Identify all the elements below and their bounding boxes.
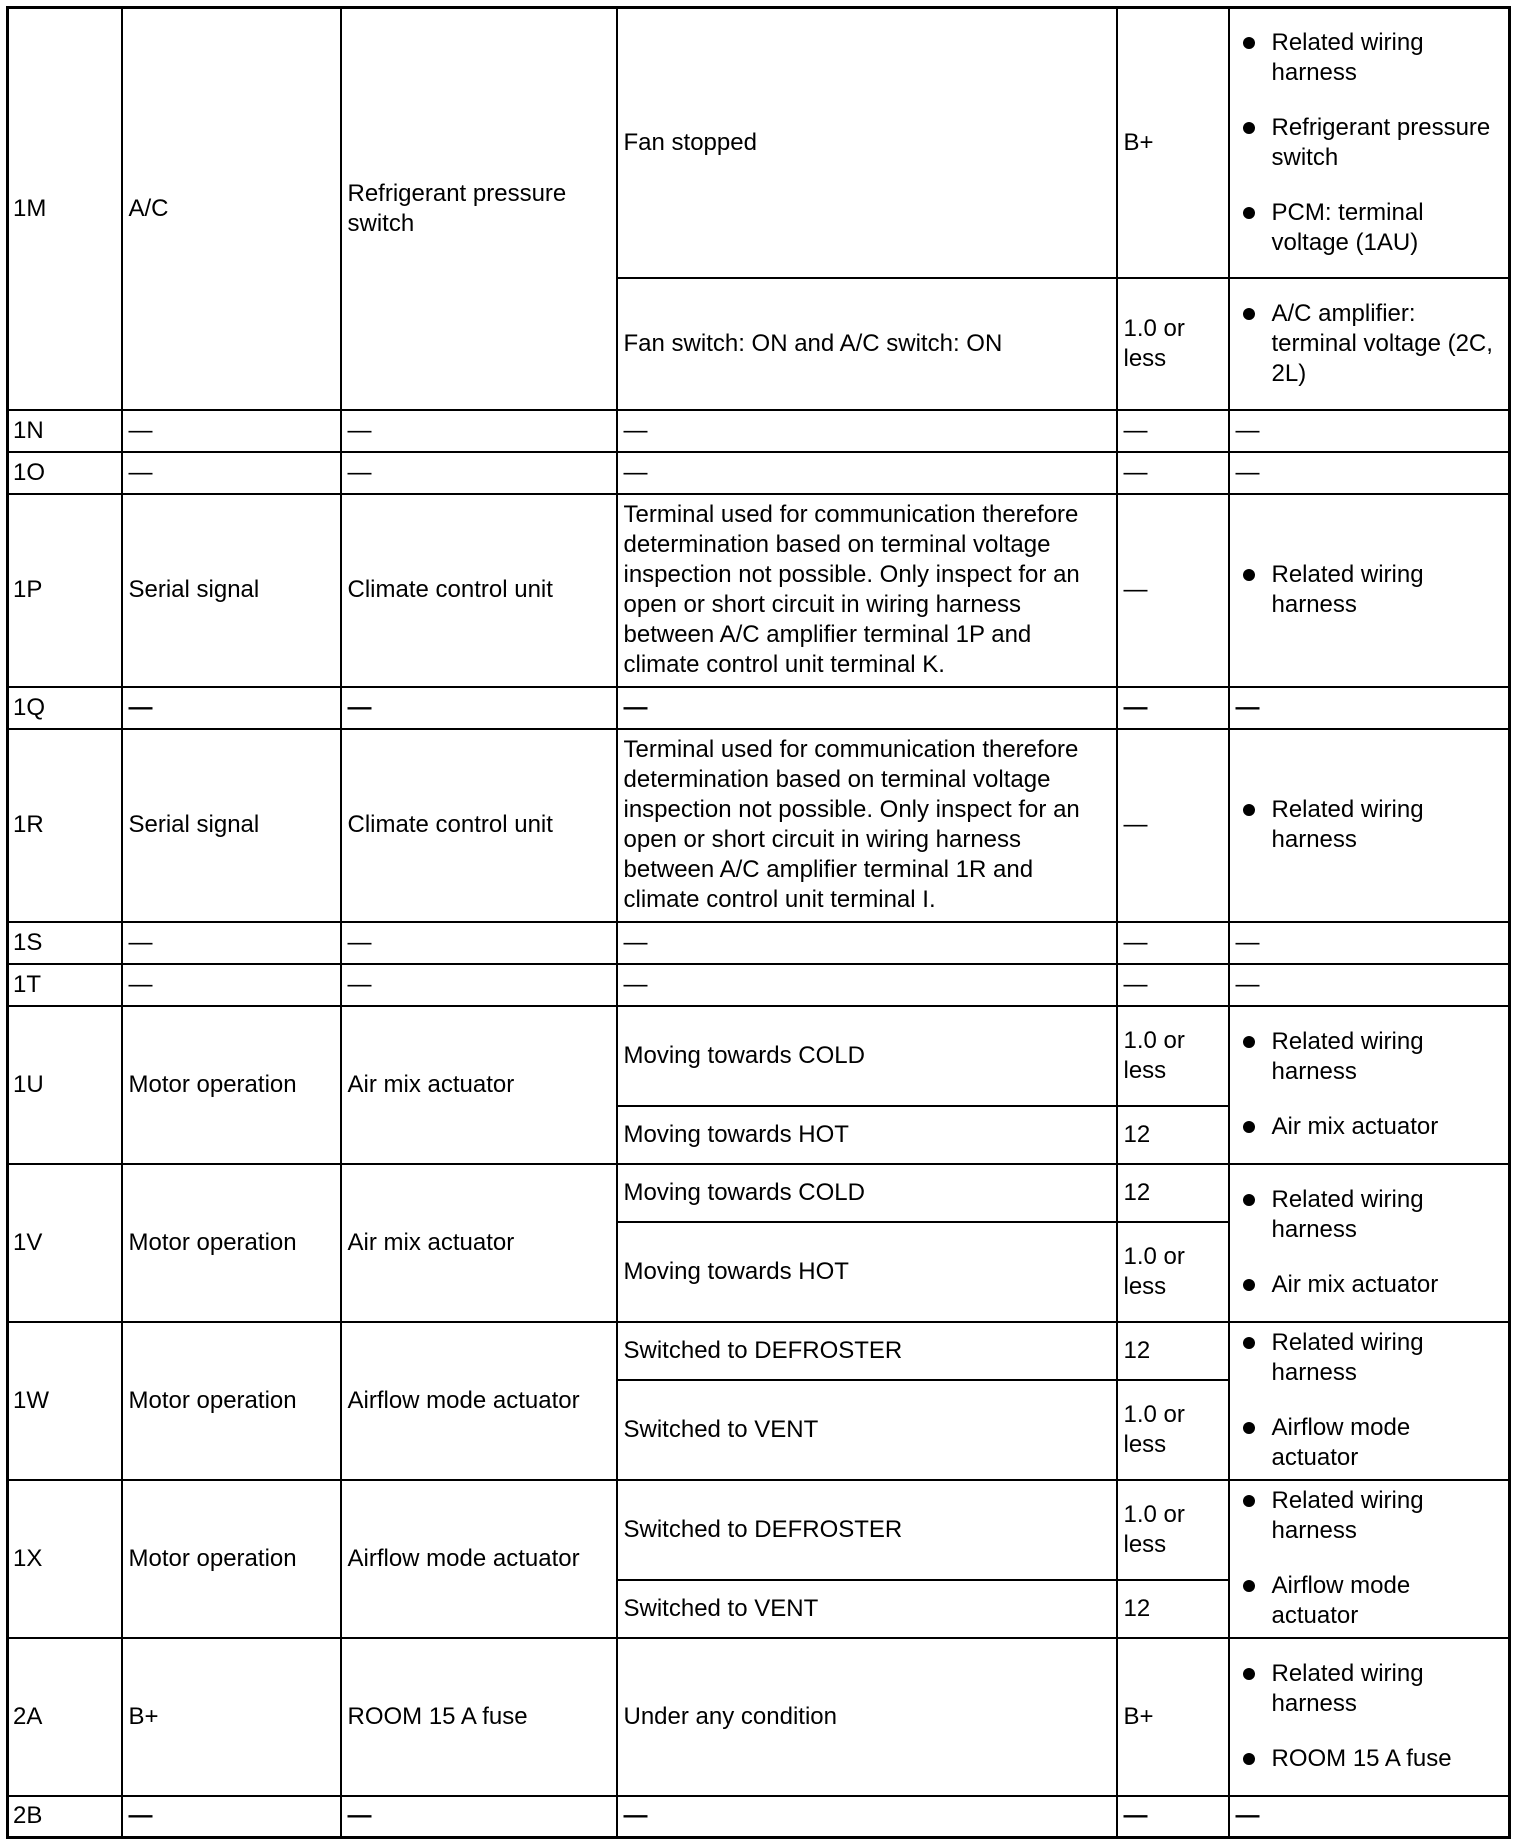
inspection-list bbox=[1236, 1659, 1503, 1774]
voltage-cell: 1.0 or less bbox=[1117, 1222, 1229, 1322]
inspection-item: Related wiring harness bbox=[1272, 1185, 1503, 1245]
inspection-cell: — bbox=[1229, 964, 1510, 1006]
terminal-cell: 2A bbox=[8, 1638, 122, 1796]
inspection-item: PCM: terminal voltage (1AU) bbox=[1272, 198, 1503, 258]
terminal-cell: 1O bbox=[8, 452, 122, 494]
table-row bbox=[8, 494, 1510, 687]
condition-cell: Fan stopped bbox=[617, 8, 1117, 278]
terminal-cell: 1X bbox=[8, 1480, 122, 1638]
signal-cell: A/C bbox=[122, 8, 341, 410]
inspection-item: ROOM 15 A fuse bbox=[1272, 1744, 1503, 1774]
terminal-voltage-table bbox=[6, 6, 1511, 1839]
inspection-cell: — bbox=[1229, 922, 1510, 964]
connected-to-cell: Climate control unit bbox=[341, 494, 617, 687]
connected-to-cell: — bbox=[341, 452, 617, 494]
signal-cell: — bbox=[122, 964, 341, 1006]
condition-cell: Switched to VENT bbox=[617, 1580, 1117, 1638]
voltage-cell: 12 bbox=[1117, 1164, 1229, 1222]
inspection-cell: — bbox=[1229, 452, 1510, 494]
inspection-list bbox=[1236, 1486, 1503, 1631]
table-row bbox=[8, 1796, 1510, 1838]
terminal-cell: 1R bbox=[8, 729, 122, 922]
terminal-cell: 1N bbox=[8, 410, 122, 452]
inspection-item: Related wiring harness bbox=[1272, 1027, 1503, 1087]
table-row bbox=[8, 452, 1510, 494]
condition-cell: Under any condition bbox=[617, 1638, 1117, 1796]
connected-to-cell: — bbox=[341, 922, 617, 964]
inspection-item: Related wiring harness bbox=[1272, 1486, 1503, 1546]
connected-to-cell: — bbox=[341, 687, 617, 729]
inspection-cell bbox=[1229, 8, 1510, 278]
signal-cell: B+ bbox=[122, 1638, 341, 1796]
signal-cell: Motor operation bbox=[122, 1322, 341, 1480]
signal-cell: — bbox=[122, 452, 341, 494]
voltage-cell: B+ bbox=[1117, 8, 1229, 278]
terminal-cell: 2B bbox=[8, 1796, 122, 1838]
condition-cell: — bbox=[617, 922, 1117, 964]
inspection-list bbox=[1236, 299, 1503, 389]
connected-to-cell: Air mix actuator bbox=[341, 1164, 617, 1322]
terminal-cell: 1S bbox=[8, 922, 122, 964]
inspection-cell bbox=[1229, 1164, 1510, 1322]
signal-cell: — bbox=[122, 1796, 341, 1838]
terminal-cell: 1Q bbox=[8, 687, 122, 729]
inspection-cell bbox=[1229, 1322, 1510, 1480]
voltage-cell: — bbox=[1117, 1796, 1229, 1838]
inspection-item: Airflow mode actuator bbox=[1272, 1571, 1503, 1631]
voltage-cell: 1.0 or less bbox=[1117, 1380, 1229, 1480]
condition-cell: — bbox=[617, 687, 1117, 729]
connected-to-cell: — bbox=[341, 410, 617, 452]
connected-to-cell: Air mix actuator bbox=[341, 1006, 617, 1164]
table-row bbox=[8, 964, 1510, 1006]
inspection-item: A/C amplifier: terminal voltage (2C, 2L) bbox=[1272, 299, 1503, 389]
condition-cell: Moving towards HOT bbox=[617, 1222, 1117, 1322]
condition-cell: — bbox=[617, 964, 1117, 1006]
inspection-item: Refrigerant pressure switch bbox=[1272, 113, 1503, 173]
inspection-list bbox=[1236, 28, 1503, 258]
condition-cell: Moving towards HOT bbox=[617, 1106, 1117, 1164]
connected-to-cell: Airflow mode actuator bbox=[341, 1322, 617, 1480]
table-row bbox=[8, 729, 1510, 922]
condition-cell: Moving towards COLD bbox=[617, 1164, 1117, 1222]
signal-cell: Motor operation bbox=[122, 1164, 341, 1322]
inspection-item: Related wiring harness bbox=[1272, 1659, 1503, 1719]
terminal-cell: 1W bbox=[8, 1322, 122, 1480]
voltage-cell: B+ bbox=[1117, 1638, 1229, 1796]
voltage-cell: — bbox=[1117, 922, 1229, 964]
table-row bbox=[8, 687, 1510, 729]
condition-cell: — bbox=[617, 452, 1117, 494]
terminal-cell: 1P bbox=[8, 494, 122, 687]
condition-cell: Terminal used for communication therefore determination based on terminal voltage inspection not possible. Only inspect for an open or short circuit in wiring harness between A/C amplifier terminal 1R and climate control unit terminal I. bbox=[617, 729, 1117, 922]
inspection-cell: — bbox=[1229, 410, 1510, 452]
inspection-list bbox=[1236, 1328, 1503, 1473]
voltage-cell: — bbox=[1117, 729, 1229, 922]
signal-cell: Motor operation bbox=[122, 1006, 341, 1164]
condition-cell: — bbox=[617, 410, 1117, 452]
inspection-cell bbox=[1229, 1638, 1510, 1796]
voltage-cell: 1.0 or less bbox=[1117, 278, 1229, 410]
table-row bbox=[8, 1638, 1510, 1796]
condition-cell: Switched to VENT bbox=[617, 1380, 1117, 1480]
inspection-cell: — bbox=[1229, 687, 1510, 729]
terminal-cell: 1U bbox=[8, 1006, 122, 1164]
voltage-cell: — bbox=[1117, 687, 1229, 729]
inspection-cell bbox=[1229, 1480, 1510, 1638]
inspection-cell bbox=[1229, 494, 1510, 687]
signal-cell: Serial signal bbox=[122, 494, 341, 687]
condition-cell: Switched to DEFROSTER bbox=[617, 1322, 1117, 1380]
table-row bbox=[8, 8, 1510, 278]
table-row bbox=[8, 1480, 1510, 1580]
terminal-voltage-table-page bbox=[6, 6, 1511, 1839]
signal-cell: Serial signal bbox=[122, 729, 341, 922]
condition-cell: — bbox=[617, 1796, 1117, 1838]
table-row bbox=[8, 1164, 1510, 1222]
condition-cell: Terminal used for communication therefore determination based on terminal voltage inspection not possible. Only inspect for an open or short circuit in wiring harness between A/C amplifier terminal 1P and climate control unit terminal K. bbox=[617, 494, 1117, 687]
voltage-cell: — bbox=[1117, 452, 1229, 494]
terminal-cell: 1M bbox=[8, 8, 122, 410]
connected-to-cell: Airflow mode actuator bbox=[341, 1480, 617, 1638]
inspection-item: Related wiring harness bbox=[1272, 1328, 1503, 1388]
condition-cell: Fan switch: ON and A/C switch: ON bbox=[617, 278, 1117, 410]
connected-to-cell: Climate control unit bbox=[341, 729, 617, 922]
voltage-cell: 1.0 or less bbox=[1117, 1480, 1229, 1580]
terminal-cell: 1T bbox=[8, 964, 122, 1006]
inspection-item: Related wiring harness bbox=[1272, 560, 1503, 620]
voltage-cell: 12 bbox=[1117, 1580, 1229, 1638]
inspection-item: Airflow mode actuator bbox=[1272, 1413, 1503, 1473]
voltage-cell: 12 bbox=[1117, 1322, 1229, 1380]
inspection-list bbox=[1236, 795, 1503, 855]
voltage-cell: — bbox=[1117, 410, 1229, 452]
inspection-list bbox=[1236, 1185, 1503, 1300]
connected-to-cell: Refrigerant pressure switch bbox=[341, 8, 617, 410]
inspection-cell bbox=[1229, 729, 1510, 922]
inspection-item: Related wiring harness bbox=[1272, 795, 1503, 855]
inspection-cell: — bbox=[1229, 1796, 1510, 1838]
inspection-item: Related wiring harness bbox=[1272, 28, 1503, 88]
signal-cell: — bbox=[122, 687, 341, 729]
voltage-cell: 12 bbox=[1117, 1106, 1229, 1164]
inspection-item: Air mix actuator bbox=[1272, 1270, 1503, 1300]
signal-cell: — bbox=[122, 410, 341, 452]
table-row bbox=[8, 1322, 1510, 1380]
table-row bbox=[8, 410, 1510, 452]
signal-cell: — bbox=[122, 922, 341, 964]
condition-cell: Moving towards COLD bbox=[617, 1006, 1117, 1106]
signal-cell: Motor operation bbox=[122, 1480, 341, 1638]
inspection-item: Air mix actuator bbox=[1272, 1112, 1503, 1142]
terminal-cell: 1V bbox=[8, 1164, 122, 1322]
connected-to-cell: — bbox=[341, 964, 617, 1006]
connected-to-cell: — bbox=[341, 1796, 617, 1838]
connected-to-cell: ROOM 15 A fuse bbox=[341, 1638, 617, 1796]
table-row bbox=[8, 922, 1510, 964]
table-row bbox=[8, 1006, 1510, 1106]
inspection-list bbox=[1236, 560, 1503, 620]
inspection-cell bbox=[1229, 1006, 1510, 1164]
inspection-list bbox=[1236, 1027, 1503, 1142]
voltage-cell: — bbox=[1117, 964, 1229, 1006]
condition-cell: Switched to DEFROSTER bbox=[617, 1480, 1117, 1580]
voltage-cell: — bbox=[1117, 494, 1229, 687]
inspection-cell bbox=[1229, 278, 1510, 410]
voltage-cell: 1.0 or less bbox=[1117, 1006, 1229, 1106]
